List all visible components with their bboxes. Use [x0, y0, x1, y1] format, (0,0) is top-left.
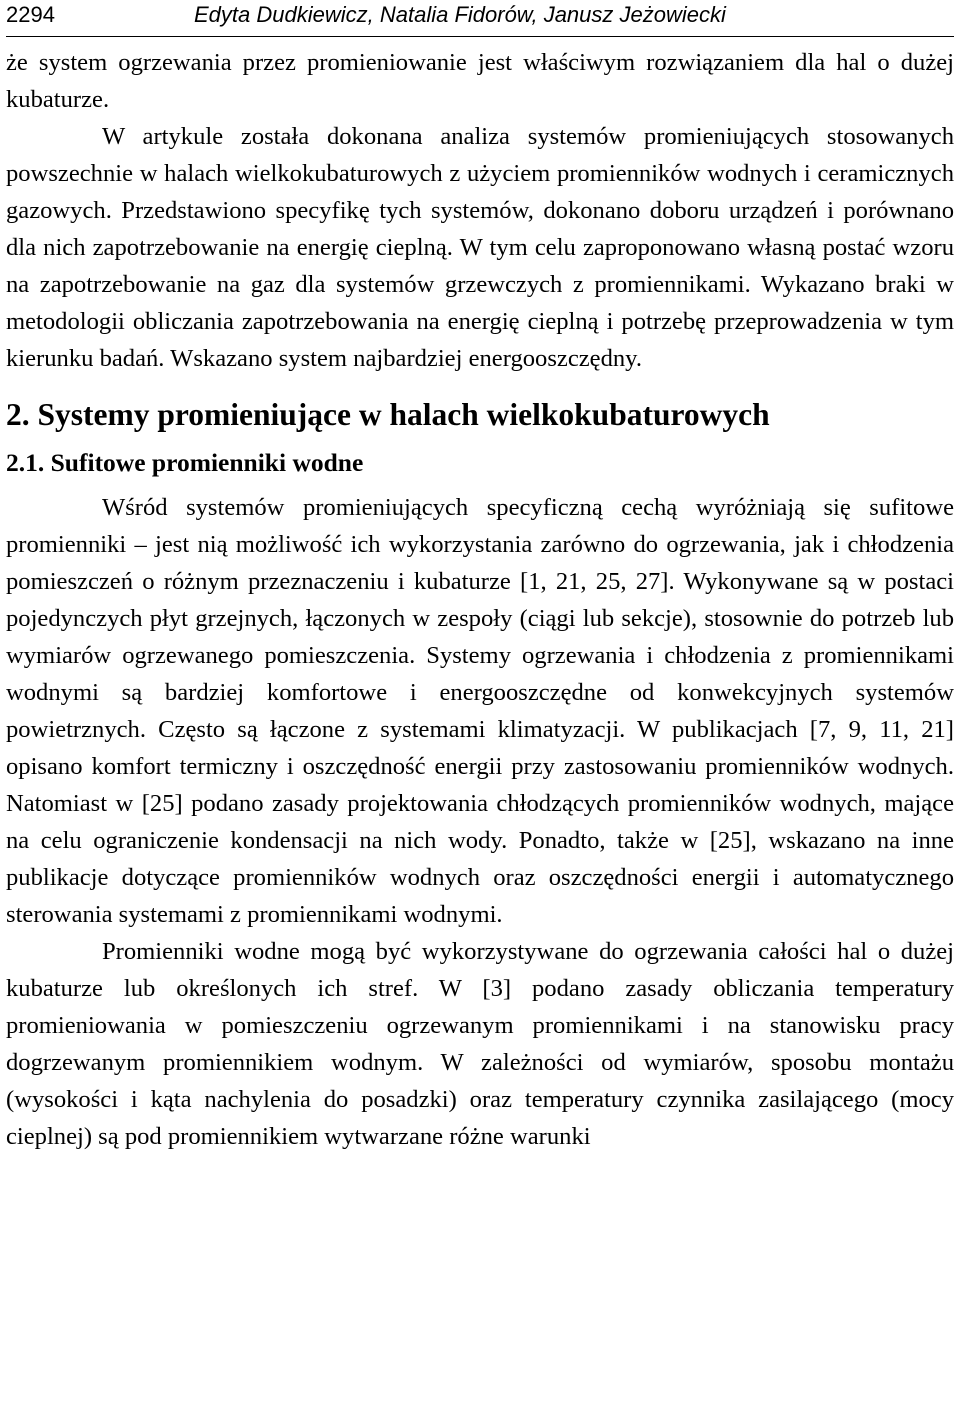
article-body	[6, 44, 954, 1155]
body-paragraph-2: Promienniki wodne mogą być wykorzystywane do ogrzewania całości hal o dużej kubaturze lub określonych ich stref. W [3] podano zasady obliczania temperatury promieniowania w pomieszczeniu ogrzewanym promiennikami i na stanowisku pracy dogrzewanym promiennikiem wodnym. W zależności od wymiarów, sposobu montażu (wysokości i kąta nachylenia do posadzki) oraz temperatury czynnika zasilającego (mocy cieplnej) są pod promiennikiem wytwarzane różne warunki	[6, 938, 954, 1150]
intro-continuation: że system ogrzewania przez promieniowanie jest właściwym rozwiązaniem dla hal o dużej kubaturze.	[6, 49, 954, 113]
running-header-authors: Edyta Dudkiewicz, Natalia Fidorów, Janusz Jeżowiecki	[194, 2, 726, 27]
page-number: 2294	[6, 2, 55, 27]
running-header	[6, 0, 954, 32]
body-paragraph-1: Wśród systemów promieniujących specyficzną cechą wyróżniają się sufitowe promienniki – jest nią możliwość ich wykorzystania zarówno do ogrzewania, jak i chłodzenia pomieszczeń o różnym przeznaczeniu i kubaturze [1, 21, 25, 27]. Wykonywane są w postaci pojedynczych płyt grzejnych, łączonych w zespoły (ciągi lub sekcje), stosownie do potrzeb lub wymiarów ogrzewanego pomieszczenia. Systemy ogrzewania i chłodzenia z promiennikami wodnymi są bardziej komfortowe i energooszczędne od konwekcyjnych systemów powietrznych. Często są łączone z systemami klimatyzacji. W publikacjach [7, 9, 11, 21] opisano komfort termiczny i oszczędność energii przy zastosowaniu promienników wodnych. Natomiast w [25] podano zasady projektowania chłodzących promienników wodnych, mające na celu ograniczenie kondensacji na nich wody. Ponadto, także w [25], wskazano na inne publikacje dotyczące promienników wodnych oraz oszczędności energii i automatycznego sterowania systemami z promiennikami wodnymi.	[6, 494, 954, 928]
header-rule	[6, 36, 954, 37]
subsection-heading: 2.1. Sufitowe promienniki wodne	[6, 448, 364, 477]
section-heading: 2. Systemy promieniujące w halach wielkokubaturowych	[6, 397, 770, 432]
intro-paragraph: W artykule została dokonana analiza systemów promieniujących stosowanych powszechnie w halach wielkokubaturowych z użyciem promienników wodnych i ceramicznych gazowych. Przedstawiono specyfikę tych systemów, dokonano doboru urządzeń i porównano dla nich zapotrzebowanie na energię cieplną. W tym celu zaproponowano własną postać wzoru na zapotrzebowanie na gaz dla systemów grzewczych z promiennikami. Wykazano braki w metodologii obliczania zapotrzebowania na energię cieplną i potrzebę przeprowadzenia w tym kierunku badań. Wskazano system najbardziej energooszczędny.	[6, 123, 954, 372]
